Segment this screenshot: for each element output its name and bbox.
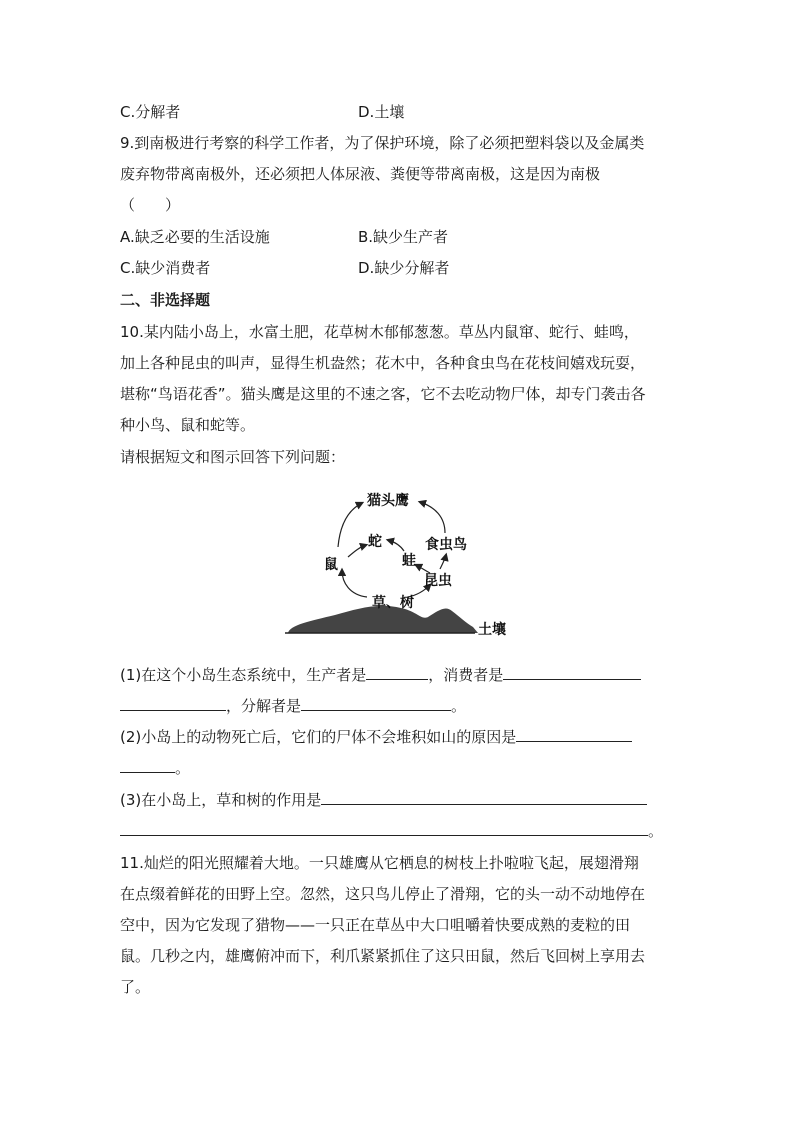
consumer-blank-part-1[interactable] [503,665,641,680]
arrow-mouse-to-snake [348,545,366,557]
sub1-consumer-prompt: ，消费者是 [428,666,504,684]
node-insect: 昆虫 [424,573,452,589]
arrow-insect-to-bird [440,555,446,569]
q9-stem-line-1: 9.到南极进行考察的科学工作者，为了保护环境，除了必须把塑料袋以及金属类 [120,134,645,152]
section-title: 二、非选择题 [120,291,211,309]
q8-option-c: C.分解者 [120,103,181,121]
sub3-line-2 [120,821,663,841]
sub1-line-1 [120,665,641,685]
sub1-producer-prompt: (1)在这个小岛生态系统中，生产者是 [120,666,367,684]
q10-stem-line-3: 堪称“鸟语花香”。猫头鹰是这里的不速之客，它不去吃动物尸体，却专门袭击各 [120,385,646,403]
node-snake: 蛇 [368,534,382,550]
food-web-diagram [280,485,520,640]
sub3-end: 。 [648,822,664,840]
node-bird: 食虫鸟 [425,537,467,553]
node-frog: 蛙 [402,553,416,569]
q9-option-b: B.缺少生产者 [358,228,449,246]
arrow-mouse-to-owl [338,503,362,547]
consumer-blank-part-2[interactable] [120,696,226,711]
sub2-prompt: (2)小岛上的动物死亡后，它们的尸体不会堆积如山的原因是 [120,728,517,746]
node-owl: 猫头鹰 [367,493,409,509]
q9-answer-paren: （ ） [120,196,181,214]
sub1-line-2 [120,696,466,716]
q9-stem-line-2: 废弃物带离南极外，还必须把人体尿液、粪便等带离南极，这是因为南极 [120,165,601,183]
sub2-line-2 [120,758,190,778]
q11-line-3: 空中，因为它发现了猎物——一只正在草丛中大口咀嚼着快要成熟的麦粒的田 [120,916,631,934]
sub2-line-1 [120,727,632,747]
q11-line-5: 了。 [120,978,151,996]
node-soil: 土壤 [478,622,506,638]
sub3-blank-part-2[interactable] [120,821,648,836]
arrow-bird-to-owl [420,502,445,533]
node-mouse: 鼠 [324,557,338,573]
q11-line-2: 在点缀着鲜花的田野上空。忽然，这只鸟儿停止了滑翔，它的头一动不动地停在 [120,885,646,903]
q10-stem-line-2: 加上各种昆虫的叫声，显得生机盎然；花木中，各种食虫鸟在花枝间嬉戏玩耍， [120,354,646,372]
producer-blank[interactable] [366,665,428,680]
sub2-end: 。 [175,759,191,777]
q11-line-1: 11.灿烂的阳光照耀着大地。一只雄鹰从它栖息的树枝上扑啦啦飞起，展翅滑翔 [120,854,639,872]
arrow-frog-to-snake [388,540,404,551]
q10-stem-line-4: 种小鸟、鼠和蛇等。 [120,416,256,434]
sub1-end: 。 [451,697,467,715]
decomposer-blank[interactable] [301,696,451,711]
arrow-insect-to-frog [416,565,430,573]
q8-option-d: D.土壤 [358,103,405,121]
sub3-blank-part-1[interactable] [321,790,647,805]
q10-prompt: 请根据短文和图示回答下列问题： [120,448,346,466]
sub3-prompt: (3)在小岛上，草和树的作用是 [120,791,322,809]
q9-option-c: C.缺少消费者 [120,259,211,277]
q10-stem-line-1: 10.某内陆小岛上，水富土肥，花草树木郁郁葱葱。草丛内鼠窜、蛇行、蛙鸣， [120,323,639,341]
q9-option-a: A.缺乏必要的生活设施 [120,228,270,246]
sub2-blank-part-2[interactable] [120,758,175,773]
q9-option-d: D.缺少分解者 [358,259,450,277]
arrow-plants-to-mouse [342,570,367,597]
sub2-blank-part-1[interactable] [516,727,632,742]
node-plants: 草、树 [372,595,414,611]
sub1-decomposer-prompt: ，分解者是 [226,697,302,715]
q11-line-4: 鼠。几秒之内，雄鹰俯冲而下，利爪紧紧抓住了这只田鼠，然后飞回树上享用去 [120,947,646,965]
sub3-line-1 [120,790,647,810]
